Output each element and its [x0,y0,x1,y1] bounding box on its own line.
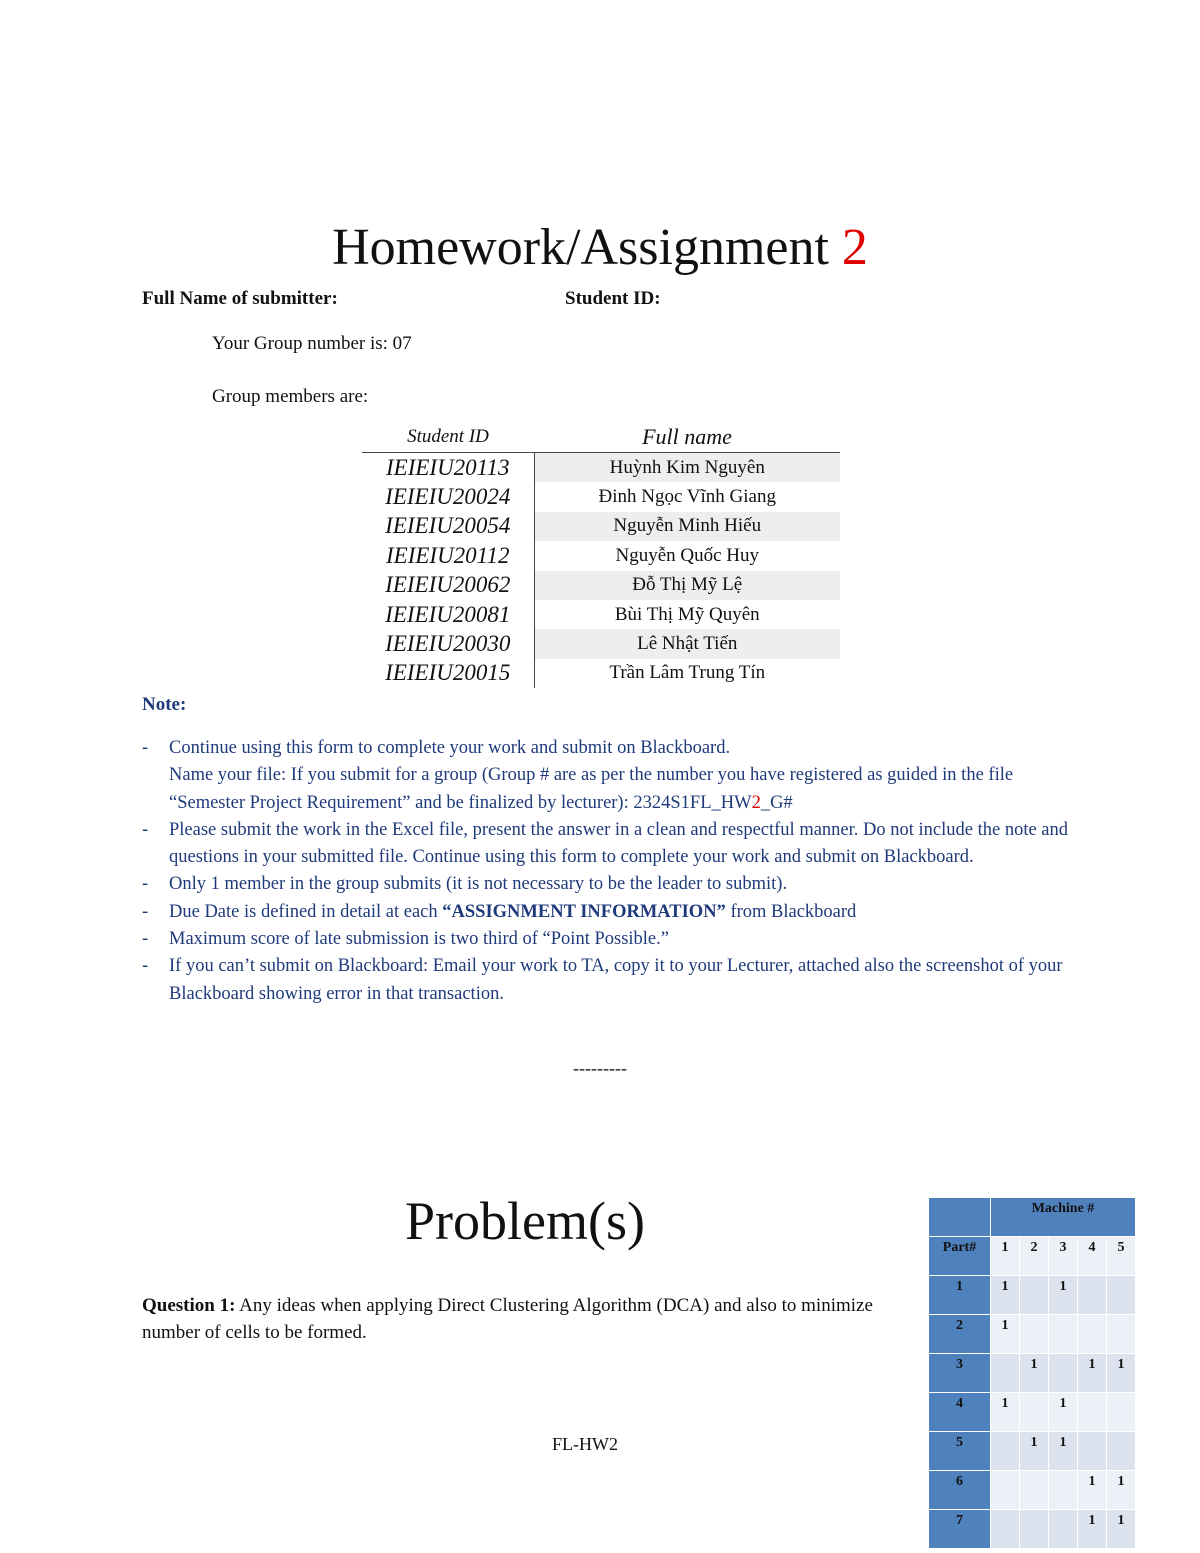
matrix-cell [1020,1315,1049,1354]
question-text: Any ideas when applying Direct Clustering Algorithm (DCA) and also to minimize number of cells to be formed. [142,1295,873,1343]
matrix-cell [1107,1315,1136,1354]
table-row [929,1354,1136,1393]
machine-number: 4 [1078,1237,1107,1276]
matrix-cell: 1 [1107,1471,1136,1510]
matrix-cell: 1 [1078,1510,1107,1549]
machine-header: Machine # [991,1198,1136,1237]
part-number: 2 [929,1315,991,1354]
member-id: IEIEIU20015 [362,659,534,688]
matrix-corner-cell [929,1198,991,1237]
matrix-cell: 1 [1020,1432,1049,1471]
table-row [362,629,840,658]
problems-heading: Problem(s) [405,1191,645,1251]
note-item [142,735,1072,817]
member-name: Huỳnh Kim Nguyên [534,453,840,483]
document-title [0,218,1200,277]
matrix-cell [991,1432,1020,1471]
note-text: Only 1 member in the group submits (it is not necessary to be the leader to submit). [169,874,788,895]
table-row [929,1393,1136,1432]
note-list [142,735,1072,1008]
table-row [362,453,840,483]
table-row [929,1471,1136,1510]
note-text: Due Date is defined in detail at each [169,901,443,922]
matrix-cell: 1 [991,1276,1020,1315]
table-row [929,1198,1136,1237]
members-header-full-name: Full name [534,424,840,453]
members-header-student-id: Student ID [362,424,534,453]
matrix-cell: 1 [1049,1276,1078,1315]
matrix-cell: 1 [1078,1354,1107,1393]
matrix-cell [1049,1471,1078,1510]
note-text: _G# [760,792,793,813]
matrix-cell: 1 [991,1393,1020,1432]
question-label: Question 1: [142,1295,236,1316]
table-row [929,1432,1136,1471]
title-text: Homework/Assignment [332,219,842,276]
member-id: IEIEIU20112 [362,541,534,570]
part-header: Part# [929,1237,991,1276]
machine-part-matrix [928,1197,1136,1549]
part-number: 7 [929,1510,991,1549]
machine-number: 5 [1107,1237,1136,1276]
part-number: 6 [929,1471,991,1510]
part-number: 1 [929,1276,991,1315]
matrix-cell: 1 [991,1315,1020,1354]
table-row [362,512,840,541]
matrix-cell [991,1354,1020,1393]
member-name: Lê Nhật Tiến [534,629,840,658]
dash-bullet: - [142,874,149,895]
members-table [362,424,840,688]
part-number: 4 [929,1393,991,1432]
student-id-label: Student ID: [565,288,661,309]
matrix-cell [1049,1354,1078,1393]
note-item [142,953,1072,1008]
matrix-cell [1020,1471,1049,1510]
machine-number: 3 [1049,1237,1078,1276]
matrix-cell: 1 [1107,1510,1136,1549]
note-emphasis: “ASSIGNMENT INFORMATION” [442,901,726,922]
question-1 [142,1292,902,1346]
dash-bullet: - [142,819,149,840]
part-number: 5 [929,1432,991,1471]
dash-bullet: - [142,929,149,950]
dash-bullet: - [142,956,149,977]
machine-number: 1 [991,1237,1020,1276]
matrix-cell [991,1471,1020,1510]
table-row [929,1276,1136,1315]
title-number: 2 [841,219,868,276]
note-text: If you can’t submit on Blackboard: Email your work to TA, copy it to your Lecturer, attached also the screenshot of your Blackboard showing error in that transaction. [169,956,1063,1004]
part-number: 3 [929,1354,991,1393]
matrix-cell: 1 [1049,1393,1078,1432]
table-row [362,571,840,600]
member-name: Nguyễn Quốc Huy [615,544,760,566]
table-row [362,482,840,511]
table-row [362,541,840,570]
dash-bullet: - [142,738,149,758]
matrix-cell [1020,1393,1049,1432]
member-id: IEIEIU20081 [362,600,534,629]
note-text: Maximum score of late submission is two third of “Point Possible.” [169,929,669,950]
note-text: Continue using this form to complete your work and submit on Blackboard. [169,738,731,758]
matrix-cell [1107,1393,1136,1432]
matrix-cell [991,1510,1020,1549]
note-item [142,926,1072,953]
table-row [362,659,840,688]
note-text: Name your file: If you submit for a group (Group # are as per the number you have registered as guided in the file “Semester Project Requirement” and be finalized by lecturer): 2324S1FL_HW [169,765,1014,813]
note-hw-number: 2 [751,792,761,813]
member-name: Trần Lâm Trung Tín [609,662,766,684]
matrix-cell [1078,1276,1107,1315]
member-id: IEIEIU20024 [362,482,534,511]
member-id: IEIEIU20062 [362,571,534,600]
member-id: IEIEIU20113 [362,453,534,483]
note-item [142,871,1072,898]
member-id: IEIEIU20054 [362,512,534,541]
matrix-cell [1049,1315,1078,1354]
note-text: Please submit the work in the Excel file, present the answer in a clean and respectful manner. Do not include the note and questions in your submitted file. Continue using this form to complete your work and submit on Blackboard. [169,819,1069,868]
matrix-cell [1020,1510,1049,1549]
note-item [142,817,1072,872]
dash-bullet: - [142,901,149,922]
table-row [929,1237,1136,1276]
note-heading: Note: [142,694,187,715]
footer-text: FL-HW2 [552,1434,618,1454]
matrix-cell: 1 [1020,1354,1049,1393]
matrix-cell [1049,1510,1078,1549]
table-row [929,1510,1136,1549]
note-item [142,899,1072,926]
matrix-cell [1078,1432,1107,1471]
matrix-cell [1078,1393,1107,1432]
member-name: Đỗ Thị Mỹ Lệ [534,571,840,600]
matrix-cell [1078,1315,1107,1354]
member-name: Bùi Thị Mỹ Quyên [614,603,760,625]
note-text: from Blackboard [725,901,857,922]
matrix-cell: 1 [1049,1432,1078,1471]
group-members-line: Group members are: [212,386,369,407]
group-number-line: Your Group number is: 07 [212,333,412,354]
member-name: Đinh Ngọc Vĩnh Giang [598,486,776,508]
member-id: IEIEIU20030 [362,629,534,658]
table-row [362,600,840,629]
matrix-cell: 1 [1107,1354,1136,1393]
separator: --------- [573,1058,627,1078]
matrix-cell [1020,1276,1049,1315]
matrix-cell [1107,1276,1136,1315]
machine-number: 2 [1020,1237,1049,1276]
submitter-label: Full Name of submitter: [142,288,338,309]
matrix-cell [1107,1432,1136,1471]
matrix-cell: 1 [1078,1471,1107,1510]
member-name: Nguyễn Minh Hiếu [534,512,840,541]
table-row [929,1315,1136,1354]
